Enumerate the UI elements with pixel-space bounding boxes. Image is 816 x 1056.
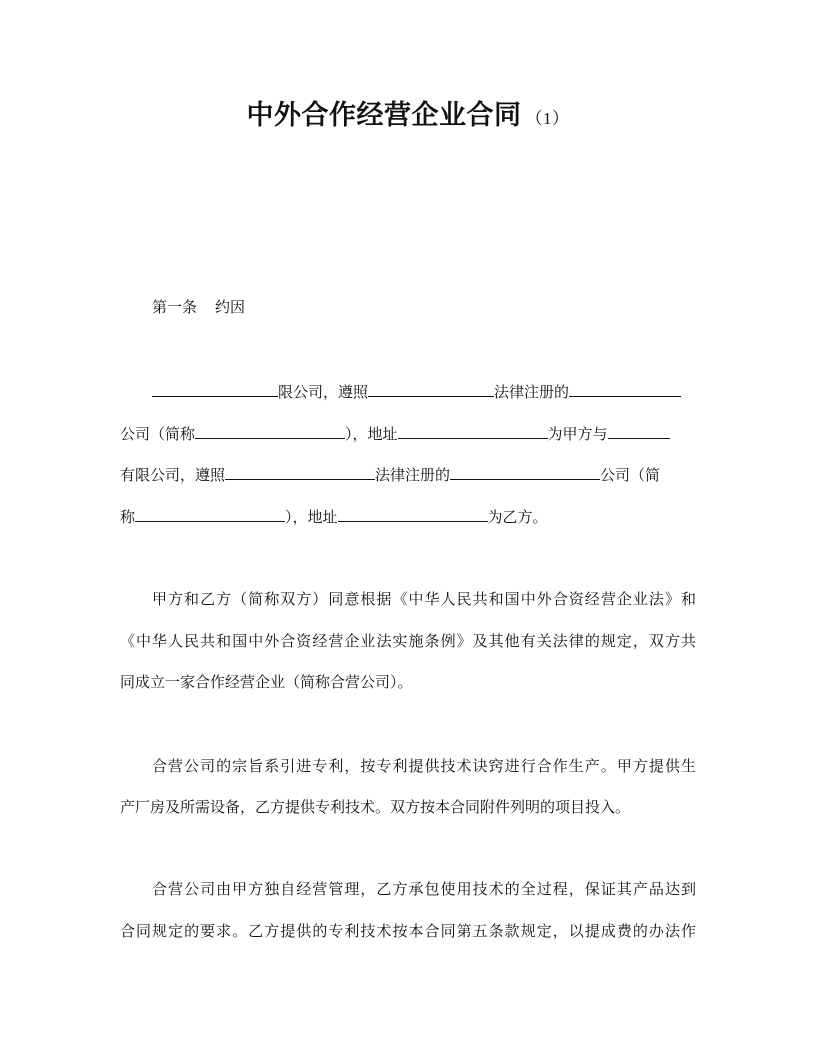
- blank-field[interactable]: [398, 422, 548, 439]
- article-name: 约因: [215, 298, 246, 316]
- blank-field[interactable]: [152, 380, 278, 397]
- paragraph-line: 合营公司的宗旨系引进专利，按专利提供技术诀窍进行合作生产。甲方提供生: [152, 757, 696, 775]
- party-text: 公司（简称: [120, 425, 196, 443]
- blank-field[interactable]: [135, 505, 285, 522]
- document-title: [0, 98, 816, 137]
- title-main: 中外合作经营企业合同: [246, 100, 522, 131]
- party-text: 限公司，遵照: [278, 383, 369, 401]
- party-text: 为甲方与: [547, 425, 608, 443]
- party-text: 法律注册的: [494, 383, 570, 401]
- paragraph-line: 合同规定的要求。乙方提供的专利技术按本合同第五条款规定，以提成费的办法作: [120, 922, 696, 940]
- party-text: ），地址: [345, 425, 398, 443]
- article-number: 第一条: [152, 298, 198, 316]
- party-text: 法律注册的: [375, 466, 451, 484]
- party-line-2: [120, 422, 696, 444]
- article-heading: [152, 296, 696, 318]
- blank-field[interactable]: [608, 422, 670, 439]
- blank-field[interactable]: [195, 422, 345, 439]
- blank-field[interactable]: [368, 380, 494, 397]
- party-line-4: [120, 505, 696, 527]
- blank-field[interactable]: [225, 463, 375, 480]
- paragraph-line: 产厂房及所需设备，乙方提供专利技术。双方按本合同附件列明的项目投入。: [120, 798, 631, 816]
- paragraph-line: 合营公司由甲方独自经营管理，乙方承包使用技术的全过程，保证其产品达到: [152, 880, 696, 898]
- title-number: （1）: [525, 109, 570, 128]
- paragraph-line: 同成立一家合作经营企业（简称合营公司）。: [120, 673, 413, 691]
- party-text: 称: [120, 508, 136, 526]
- blank-field[interactable]: [338, 505, 488, 522]
- paragraph-line: 甲方和乙方（简称双方）同意根据《中华人民共和国中外合资经营企业法》和: [152, 590, 696, 608]
- paragraph-line: 《中华人民共和国中外合资经营企业法实施条例》及其他有关法律的规定，双方共: [120, 632, 696, 650]
- blank-field[interactable]: [569, 380, 681, 397]
- party-line-3: [120, 463, 696, 485]
- party-text: 为乙方。: [487, 508, 548, 526]
- party-text: 有限公司，遵照: [120, 466, 226, 484]
- party-line-1: [152, 380, 696, 402]
- blank-field[interactable]: [450, 463, 600, 480]
- party-text: 公司（简: [600, 466, 661, 484]
- party-text: ），地址: [285, 508, 338, 526]
